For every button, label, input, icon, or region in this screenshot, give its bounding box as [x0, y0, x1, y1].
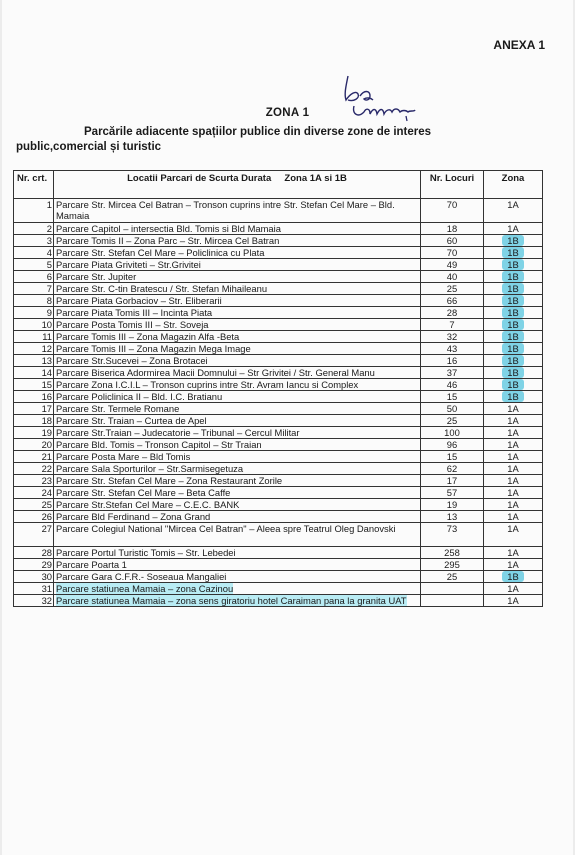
cell-location: Parcare Bld. Tomis – Tronson Capitol – Str Traian [54, 439, 421, 451]
cell-location: Parcare Bld Ferdinand – Zona Grand [54, 511, 421, 523]
cell-location: Parcare Str. Stefan Cel Mare – Zona Restaurant Zorile [54, 475, 421, 487]
cell-places: 28 [421, 307, 484, 319]
cell-location: Parcare Tomis III – Zona Magazin Alfa -Beta [54, 331, 421, 343]
cell-places: 19 [421, 499, 484, 511]
cell-places: 7 [421, 319, 484, 331]
cell-location: Parcare Str. C-tin Bratescu / Str. Stefan Mihaileanu [54, 283, 421, 295]
cell-places: 62 [421, 463, 484, 475]
table-row [14, 379, 543, 391]
table-row [14, 547, 543, 559]
cell-zone: 1A [484, 559, 543, 571]
cell-nr: 9 [14, 307, 54, 319]
cell-location-highlight: Parcare statiunea Mamaia – zona sens giratoriu hotel Caraiman pana la granita UAT [56, 595, 407, 606]
subtitle-line-2: public,comercial și turistic [16, 141, 162, 153]
table-row [14, 487, 543, 499]
cell-nr: 1 [14, 199, 54, 223]
table-row [14, 559, 543, 571]
cell-location: Parcare Str. Stefan Cel Mare – Policlinica cu Plata [54, 247, 421, 259]
cell-zone [484, 367, 543, 379]
table-row [14, 259, 543, 271]
cell-zone: 1A [484, 199, 543, 223]
table-row [14, 475, 543, 487]
cell-zone: 1A [484, 451, 543, 463]
cell-location: Parcare Str. Stefan Cel Mare – Beta Caffe [54, 487, 421, 499]
cell-places: 66 [421, 295, 484, 307]
header-zone: Zona [484, 171, 543, 199]
cell-zone-highlight: 1B [502, 367, 523, 378]
cell-zone [484, 295, 543, 307]
table-row [14, 331, 543, 343]
cell-nr: 16 [14, 391, 54, 403]
zone-title: ZONA 1 [265, 107, 310, 119]
cell-zone-highlight: 1B [502, 379, 523, 390]
header-location: Locatii Parcari de Scurta Durata Zona 1A si 1B [54, 171, 421, 199]
cell-nr: 20 [14, 439, 54, 451]
table-row [14, 427, 543, 439]
cell-places: 49 [421, 259, 484, 271]
cell-zone-highlight: 1B [502, 235, 523, 246]
cell-zone [484, 571, 543, 583]
table-row [14, 451, 543, 463]
cell-zone-highlight: 1B [502, 343, 523, 354]
cell-places: 57 [421, 487, 484, 499]
cell-location: Parcare Portul Turistic Tomis – Str. Lebedei [54, 547, 421, 559]
cell-zone-highlight: 1B [502, 271, 523, 282]
cell-zone-highlight: 1B [502, 319, 523, 330]
cell-location: Parcare Policlinica II – Bld. I.C. Bratianu [54, 391, 421, 403]
cell-zone [484, 283, 543, 295]
cell-zone: 1A [484, 583, 543, 595]
cell-zone: 1A [484, 439, 543, 451]
cell-places: 16 [421, 355, 484, 367]
cell-nr: 22 [14, 463, 54, 475]
table-row [14, 415, 543, 427]
table-header-row [14, 171, 543, 199]
cell-zone: 1A [484, 463, 543, 475]
table-row [14, 283, 543, 295]
cell-location: Parcare Str. Jupiter [54, 271, 421, 283]
cell-places: 15 [421, 391, 484, 403]
table-row [14, 223, 543, 235]
table-row [14, 583, 543, 595]
cell-zone: 1A [484, 223, 543, 235]
cell-zone [484, 235, 543, 247]
table-row [14, 295, 543, 307]
cell-places: 17 [421, 475, 484, 487]
cell-location-highlight: Parcare statiunea Mamaia – zona Cazinou [56, 583, 234, 594]
cell-zone [484, 319, 543, 331]
cell-location: Parcare Gara C.F.R.- Soseaua Mangaliei [54, 571, 421, 583]
cell-nr: 18 [14, 415, 54, 427]
cell-location: Parcare Tomis III – Zona Magazin Mega Image [54, 343, 421, 355]
table-row [14, 199, 543, 223]
cell-places: 100 [421, 427, 484, 439]
table-row [14, 439, 543, 451]
cell-places: 43 [421, 343, 484, 355]
cell-places: 37 [421, 367, 484, 379]
cell-nr: 8 [14, 295, 54, 307]
cell-zone-highlight: 1B [502, 307, 523, 318]
cell-zone [484, 379, 543, 391]
cell-nr: 32 [14, 595, 54, 607]
cell-location: Parcare Str. Traian – Curtea de Apel [54, 415, 421, 427]
cell-places: 40 [421, 271, 484, 283]
table-row [14, 367, 543, 379]
cell-zone [484, 355, 543, 367]
annex-label: ANEXA 1 [493, 38, 545, 52]
cell-location: Parcare Str.Stefan Cel Mare – C.E.C. BANK [54, 499, 421, 511]
table-row [14, 271, 543, 283]
cell-zone: 1A [484, 415, 543, 427]
table-row [14, 511, 543, 523]
cell-nr: 2 [14, 223, 54, 235]
parking-table [13, 170, 543, 607]
cell-zone: 1A [484, 511, 543, 523]
cell-nr: 17 [14, 403, 54, 415]
cell-location: Parcare Capitol – intersectia Bld. Tomis si Bld Mamaia [54, 223, 421, 235]
cell-nr: 12 [14, 343, 54, 355]
cell-zone [484, 391, 543, 403]
cell-zone: 1A [484, 499, 543, 511]
cell-places: 50 [421, 403, 484, 415]
cell-nr: 13 [14, 355, 54, 367]
cell-places: 25 [421, 571, 484, 583]
cell-zone: 1A [484, 547, 543, 559]
cell-location: Parcare Posta Tomis III – Str. Soveja [54, 319, 421, 331]
cell-location: Parcare Piata Gorbaciov – Str. Eliberarii [54, 295, 421, 307]
cell-location: Parcare Piata Griviteti – Str.Grivitei [54, 259, 421, 271]
cell-nr: 3 [14, 235, 54, 247]
cell-nr: 28 [14, 547, 54, 559]
cell-places: 25 [421, 415, 484, 427]
cell-places: 60 [421, 235, 484, 247]
header-places: Nr. Locuri [421, 171, 484, 199]
table-row [14, 247, 543, 259]
cell-zone: 1A [484, 595, 543, 607]
cell-places: 13 [421, 511, 484, 523]
cell-nr: 10 [14, 319, 54, 331]
cell-places: 46 [421, 379, 484, 391]
document-page [2, 0, 573, 855]
cell-nr: 24 [14, 487, 54, 499]
table-row [14, 355, 543, 367]
cell-places: 18 [421, 223, 484, 235]
cell-nr: 4 [14, 247, 54, 259]
cell-nr: 6 [14, 271, 54, 283]
cell-location: Parcare Str. Termele Romane [54, 403, 421, 415]
cell-places: 70 [421, 247, 484, 259]
cell-zone-highlight: 1B [502, 283, 523, 294]
cell-zone-highlight: 1B [502, 331, 523, 342]
cell-location: Parcare Zona I.C.I.L – Tronson cuprins intre Str. Avram Iancu si Complex [54, 379, 421, 391]
cell-nr: 25 [14, 499, 54, 511]
table-row [14, 307, 543, 319]
cell-zone-highlight: 1B [502, 259, 523, 270]
cell-places: 96 [421, 439, 484, 451]
cell-places: 25 [421, 283, 484, 295]
cell-nr: 27 [14, 523, 54, 547]
cell-nr: 23 [14, 475, 54, 487]
cell-nr: 31 [14, 583, 54, 595]
cell-zone [484, 307, 543, 319]
cell-location: Parcare Tomis II – Zona Parc – Str. Mircea Cel Batran [54, 235, 421, 247]
cell-places: 258 [421, 547, 484, 559]
cell-location: Parcare Colegiul National "Mircea Cel Batran" – Aleea spre Teatrul Oleg Danovski [54, 523, 421, 547]
cell-zone-highlight: 1B [502, 355, 523, 366]
cell-nr: 7 [14, 283, 54, 295]
table-row [14, 571, 543, 583]
cell-zone: 1A [484, 475, 543, 487]
cell-places: 15 [421, 451, 484, 463]
cell-nr: 5 [14, 259, 54, 271]
cell-nr: 29 [14, 559, 54, 571]
cell-location: Parcare Biserica Adormirea Macii Domnului – Str Grivitei / Str. General Manu [54, 367, 421, 379]
cell-places: 32 [421, 331, 484, 343]
cell-zone: 1A [484, 523, 543, 547]
cell-places: 70 [421, 199, 484, 223]
subtitle-line-1: Parcările adiacente spațiilor publice din diverse zone de interes [84, 126, 432, 138]
cell-zone [484, 343, 543, 355]
cell-zone: 1A [484, 403, 543, 415]
cell-zone [484, 271, 543, 283]
cell-zone: 1A [484, 427, 543, 439]
cell-places [421, 583, 484, 595]
cell-location: Parcare Str.Sucevei – Zona Brotacei [54, 355, 421, 367]
table-row [14, 391, 543, 403]
cell-nr: 21 [14, 451, 54, 463]
header-nr: Nr. crt. [14, 171, 54, 199]
cell-location [54, 583, 421, 595]
cell-places: 73 [421, 523, 484, 547]
cell-zone [484, 259, 543, 271]
cell-location [54, 595, 421, 607]
cell-nr: 15 [14, 379, 54, 391]
cell-location: Parcare Str.Traian – Judecatorie – Tribunal – Cercul Militar [54, 427, 421, 439]
table-body [14, 199, 543, 607]
table-row [14, 463, 543, 475]
cell-location: Parcare Poarta 1 [54, 559, 421, 571]
cell-location: Parcare Piata Tomis III – Incinta Piata [54, 307, 421, 319]
cell-zone: 1A [484, 487, 543, 499]
cell-zone-highlight: 1B [502, 295, 523, 306]
table-row [14, 343, 543, 355]
table-row [14, 235, 543, 247]
cell-zone [484, 331, 543, 343]
cell-places [421, 595, 484, 607]
cell-places: 295 [421, 559, 484, 571]
table-row [14, 595, 543, 607]
cell-nr: 26 [14, 511, 54, 523]
cell-nr: 30 [14, 571, 54, 583]
cell-zone-highlight: 1B [502, 571, 523, 582]
document-subtitle [16, 125, 556, 155]
cell-location: Parcare Sala Sporturilor – Str.Sarmisegetuza [54, 463, 421, 475]
table-row [14, 319, 543, 331]
cell-zone-highlight: 1B [502, 391, 523, 402]
cell-nr: 11 [14, 331, 54, 343]
table-row [14, 499, 543, 511]
cell-location: Parcare Str. Mircea Cel Batran – Tronson cuprins intre Str. Stefan Cel Mare – Bld. Mamaia [54, 199, 421, 223]
cell-zone [484, 247, 543, 259]
table-row [14, 403, 543, 415]
cell-location: Parcare Posta Mare – Bld Tomis [54, 451, 421, 463]
cell-zone-highlight: 1B [502, 247, 523, 258]
table-row [14, 523, 543, 547]
cell-nr: 14 [14, 367, 54, 379]
cell-nr: 19 [14, 427, 54, 439]
